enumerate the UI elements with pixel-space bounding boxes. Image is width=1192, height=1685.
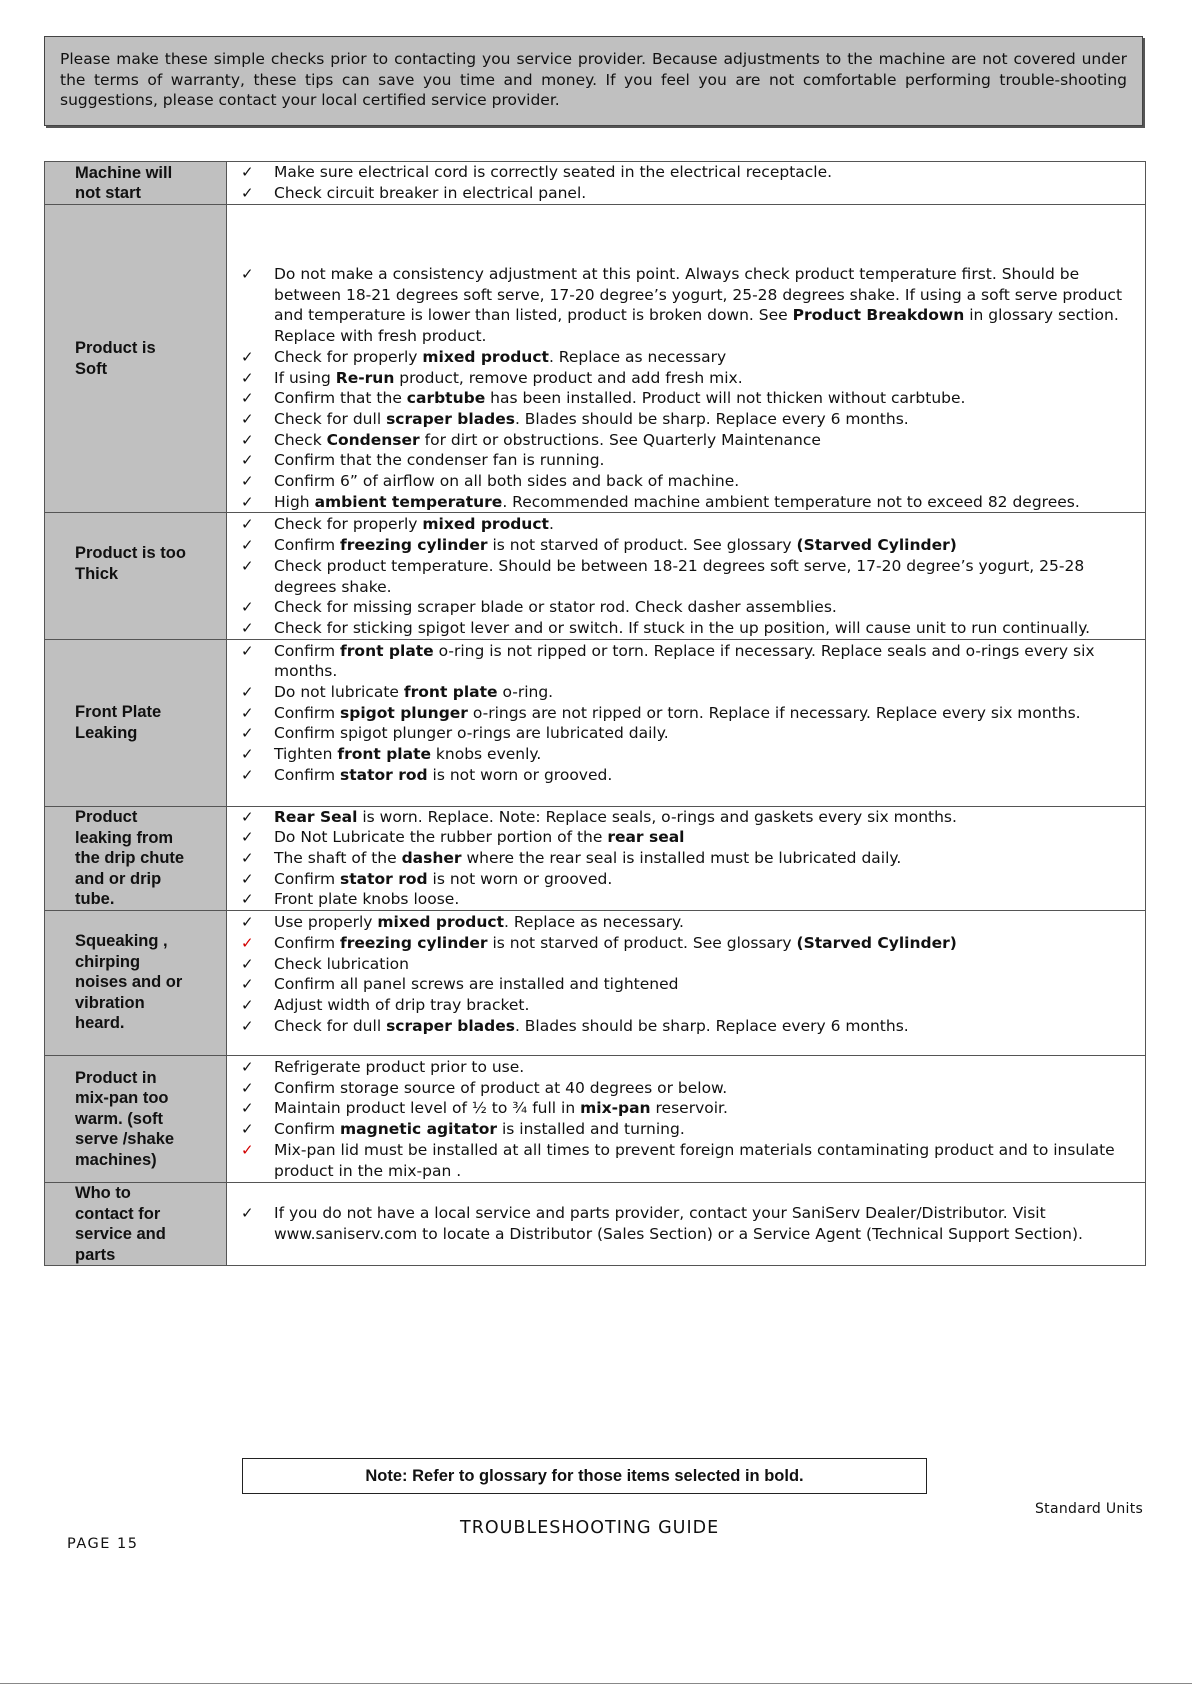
glossary-term: front plate [337, 745, 431, 764]
checklist-item [235, 869, 1137, 890]
notice-box [44, 36, 1143, 126]
glossary-term: stator rod [340, 765, 428, 784]
checkmark-icon: ✓ [241, 765, 254, 784]
problem-label-line: Who to [75, 1184, 131, 1203]
item-text: . Replace as necessary. [504, 913, 684, 932]
problem-label-line: Leaking [75, 723, 138, 742]
checklist [235, 162, 1137, 203]
glossary-term: stator rod [340, 869, 428, 888]
glossary-term: spigot plunger [340, 703, 468, 722]
checkmark-icon: ✓ [241, 451, 254, 470]
checkmark-icon: ✓ [241, 828, 254, 847]
item-text: Confirm [274, 933, 341, 952]
item-text: Check lubrication [274, 954, 409, 973]
item-text: Confirm [274, 703, 341, 722]
glossary-term: Condenser [326, 430, 420, 449]
problem-cell [45, 513, 227, 639]
problem-label-line: contact for [75, 1204, 161, 1223]
troubleshooting-table [44, 161, 1146, 1266]
checklist-item [235, 1016, 1137, 1037]
checkmark-icon: ✓ [241, 492, 254, 511]
checkmark-icon: ✓ [241, 913, 254, 932]
checkmark-icon: ✓ [241, 409, 254, 428]
solution-cell [227, 806, 1146, 911]
checklist-item [235, 450, 1137, 471]
checklist-item [235, 744, 1137, 765]
glossary-term: freezing cylinder [340, 536, 488, 555]
item-text: has been installed. Product will not thicken without carbtube. [485, 389, 966, 408]
item-text: Front plate knobs loose. [274, 890, 460, 909]
checkmark-icon: ✓ [241, 975, 254, 994]
item-text: Check for dull [274, 409, 387, 428]
table-row [45, 911, 1146, 1056]
checklist-item [235, 556, 1137, 597]
problem-cell [45, 911, 227, 1056]
problem-cell [45, 1183, 227, 1266]
checkmark-icon: ✓ [241, 683, 254, 702]
problem-label-line: chirping [75, 952, 141, 971]
checklist-item [235, 514, 1137, 535]
page-number: PAGE 15 [67, 1536, 139, 1552]
glossary-term: (Starved Cylinder) [796, 536, 957, 555]
problem-label-line: mix-pan too [75, 1089, 169, 1108]
problem-label-line: tube. [75, 890, 115, 909]
item-text: is worn. Replace. Note: Replace seals, o-rings and gaskets every six months. [357, 807, 957, 826]
problem-label-line: serve /shake [75, 1130, 175, 1149]
checkmark-icon: ✓ [241, 641, 254, 660]
problem-label-line: Product in [75, 1068, 157, 1087]
item-text: Adjust width of drip tray bracket. [274, 995, 530, 1014]
problem-label-line: Soft [75, 359, 108, 378]
glossary-term: carbtube [406, 389, 486, 408]
item-text: Tighten [274, 745, 338, 764]
item-text: knobs evenly. [431, 745, 542, 764]
item-text: . Replace as necessary [548, 347, 727, 366]
checkmark-icon: ✓ [241, 1140, 254, 1159]
checkmark-icon: ✓ [241, 556, 254, 575]
problem-label-line: leaking from [75, 828, 174, 847]
problem-label-line: Squeaking , [75, 932, 168, 951]
glossary-note [242, 1458, 927, 1494]
checkmark-icon: ✓ [241, 933, 254, 952]
problem-label-line: Product is too [75, 544, 186, 563]
checkmark-icon: ✓ [241, 1058, 254, 1077]
checklist-item [235, 368, 1137, 389]
checklist-item [235, 597, 1137, 618]
item-text: for dirt or obstructions. See Quarterly Maintenance [419, 430, 821, 449]
solution-cell [227, 205, 1146, 513]
checkmark-icon: ✓ [241, 849, 254, 868]
problem-label-line: warm. (soft [75, 1109, 164, 1128]
checklist-item [235, 388, 1137, 409]
checklist-item [235, 682, 1137, 703]
item-text: Confirm that the [274, 389, 407, 408]
solution-cell [227, 639, 1146, 806]
checkmark-icon: ✓ [241, 724, 254, 743]
checkmark-icon: ✓ [241, 807, 254, 826]
glossary-term: mixed product [422, 347, 549, 366]
problem-label-line: Front Plate [75, 703, 162, 722]
checkmark-icon: ✓ [241, 265, 254, 283]
problem-label-line: Thick [75, 564, 119, 583]
checkmark-icon: ✓ [241, 618, 254, 637]
checklist-item [235, 471, 1137, 492]
glossary-term: magnetic agitator [340, 1120, 498, 1139]
item-text: is not worn or grooved. [427, 869, 613, 888]
checklist-item [235, 347, 1137, 368]
checkmark-icon: ✓ [241, 890, 254, 909]
problem-cell [45, 806, 227, 911]
item-text: o-ring. [497, 683, 554, 702]
checklist-item [235, 535, 1137, 556]
checkmark-icon: ✓ [241, 1016, 254, 1035]
item-text: Confirm [274, 536, 341, 555]
checklist-item [235, 1057, 1137, 1078]
checklist-item [235, 703, 1137, 724]
item-text: Do not lubricate [274, 683, 404, 702]
glossary-note-text: Note: Refer to glossary for those items selected in bold. [365, 1467, 804, 1485]
glossary-term: scraper blades [386, 409, 515, 428]
item-text: Mix-pan lid must be installed at all times to prevent foreign materials contaminating product and to insulate product in the mix-pan . [274, 1140, 1115, 1180]
checklist-item [235, 848, 1137, 869]
problem-label-line: service and [75, 1225, 166, 1244]
glossary-term: Re-run [335, 368, 395, 387]
checkmark-icon: ✓ [241, 745, 254, 764]
solution-cell [227, 162, 1146, 205]
table-row [45, 1056, 1146, 1183]
solution-cell [227, 911, 1146, 1056]
item-text: . Blades should be sharp. Replace every 6 months. [514, 409, 909, 428]
solution-cell [227, 1183, 1146, 1266]
checklist-item [235, 618, 1137, 639]
checkmark-icon: ✓ [241, 598, 254, 617]
checklist-item [235, 1119, 1137, 1140]
checklist-item [235, 264, 1137, 347]
checklist-item [235, 1078, 1137, 1099]
checkmark-icon: ✓ [241, 995, 254, 1014]
item-text: Confirm [274, 641, 341, 660]
item-text: Confirm [274, 1120, 341, 1139]
glossary-term: front plate [340, 641, 434, 660]
item-text: High [274, 492, 315, 511]
checkmark-icon: ✓ [241, 1120, 254, 1139]
problem-cell [45, 639, 227, 806]
item-text: reservoir. [650, 1099, 728, 1118]
problem-cell [45, 1056, 227, 1183]
item-text: is not starved of product. See glossary [487, 536, 797, 555]
item-text: Confirm spigot plunger o-rings are lubricated daily. [274, 724, 669, 743]
table-row [45, 806, 1146, 911]
checklist-item [235, 1098, 1137, 1119]
problem-label-line: parts [75, 1245, 116, 1264]
glossary-term: mixed product [422, 515, 549, 534]
glossary-term: Product Breakdown [792, 306, 965, 325]
checklist-item [235, 492, 1137, 513]
table-row [45, 205, 1146, 513]
problem-label-line: machines) [75, 1150, 157, 1169]
checkmark-icon: ✓ [241, 1078, 254, 1097]
checklist-item [235, 723, 1137, 744]
problem-cell [45, 162, 227, 205]
checkmark-icon: ✓ [241, 184, 254, 202]
glossary-term: (Starved Cylinder) [796, 933, 957, 952]
checkmark-icon: ✓ [241, 430, 254, 449]
problem-label-line: and or drip [75, 869, 162, 888]
guide-title: TROUBLESHOOTING GUIDE [460, 1518, 720, 1538]
checklist [235, 264, 1137, 512]
checklist-item [235, 1140, 1137, 1181]
checklist-item [235, 409, 1137, 430]
checklist-item [235, 974, 1137, 995]
item-text: o-ring is not ripped or torn. Replace if necessary. Replace seals and o-rings every six months. [274, 641, 1095, 681]
checklist [235, 1057, 1137, 1181]
item-text: Confirm [274, 765, 341, 784]
item-text: Check for dull [274, 1016, 387, 1035]
item-text: Check product temperature. Should be between 18-21 degrees soft serve, 17-20 degree’s yogurt, 25-28 degrees shake. [274, 556, 1085, 596]
checkmark-icon: ✓ [241, 703, 254, 722]
problem-label-line: vibration [75, 993, 145, 1012]
problem-label-line: heard. [75, 1014, 125, 1033]
item-text: is not starved of product. See glossary [487, 933, 797, 952]
glossary-term: scraper blades [386, 1016, 515, 1035]
glossary-term: rear seal [607, 828, 685, 847]
item-text: Check for sticking spigot lever and or switch. If stuck in the up position, will cause unit to run continually. [274, 618, 1091, 637]
item-text: Check [274, 430, 327, 449]
problem-label-line: Product is [75, 339, 156, 358]
table-row [45, 639, 1146, 806]
item-text: Maintain product level of ½ to ¾ full in [274, 1099, 581, 1118]
checkmark-icon: ✓ [241, 368, 254, 387]
checklist-item [235, 765, 1137, 786]
item-text: Check for missing scraper blade or stator rod. Check dasher assemblies. [274, 598, 837, 617]
item-text: Confirm 6” of airflow on all both sides and back of machine. [274, 472, 740, 491]
item-text: Make sure electrical cord is correctly seated in the electrical receptacle. [274, 163, 833, 182]
solution-cell [227, 513, 1146, 639]
checklist-item [235, 827, 1137, 848]
item-text: Do not make a consistency adjustment at this point. Always check product temperature first. Should be between 18-21 degrees soft serve, 17-20 degree’s yogurt, 25-28 degrees shake. If using a soft serve product and temperature is lower than listed, product is broken down. See [274, 265, 1123, 325]
item-text: If you do not have a local service and parts provider, contact your SaniServ Dealer/Distributor. Visit www.saniserv.com to locate a Distributor (Sales Section) or a Service Agent (Technical Support Section). [274, 1204, 1083, 1244]
glossary-term: Rear Seal [274, 807, 358, 826]
table-row [45, 513, 1146, 639]
glossary-term: mixed product [377, 913, 504, 932]
notice-text: Please make these simple checks prior to contacting you service provider. Because adjustments to the machine are not covered under the terms of warranty, these tips can save you time and money. If you feel you are not comfortable performing trouble-shooting suggestions, please contact your local certified service provider. [60, 50, 1127, 109]
checkmark-icon: ✓ [241, 163, 254, 182]
checklist [235, 514, 1137, 638]
checkmark-icon: ✓ [241, 389, 254, 408]
checkmark-icon: ✓ [241, 954, 254, 973]
checklist-item [235, 912, 1137, 933]
item-text: Check circuit breaker in electrical panel. [274, 184, 587, 202]
checklist-item [235, 162, 1137, 183]
item-text: is not worn or grooved. [427, 765, 613, 784]
item-text: Check for properly [274, 515, 423, 534]
item-text: If using [274, 368, 336, 387]
item-text: . Blades should be sharp. Replace every 6 months. [514, 1016, 909, 1035]
item-text: o-rings are not ripped or torn. Replace if necessary. Replace every six months. [467, 703, 1081, 722]
units-label: Standard Units [1035, 1501, 1144, 1517]
glossary-term: dasher [401, 849, 462, 868]
checkmark-icon: ✓ [241, 472, 254, 491]
item-text: Confirm storage source of product at 40 degrees or below. [274, 1078, 728, 1097]
checklist-item [235, 954, 1137, 975]
item-text: product, remove product and add fresh mix. [394, 368, 743, 387]
item-text: . [548, 515, 554, 534]
item-text: . Recommended machine ambient temperature not to exceed 82 degrees. [502, 492, 1080, 511]
glossary-term: freezing cylinder [340, 933, 488, 952]
checklist-item [235, 933, 1137, 954]
problem-label-line: Machine will [75, 163, 173, 182]
checkmark-icon: ✓ [241, 536, 254, 555]
problem-label-line: noises and or [75, 973, 183, 992]
problem-label-line: the drip chute [75, 849, 185, 868]
item-text: Check for properly [274, 347, 423, 366]
solution-cell [227, 1056, 1146, 1183]
checklist-item [235, 641, 1137, 682]
checklist-item [235, 995, 1137, 1016]
item-text: Use properly [274, 913, 378, 932]
item-text: Confirm all panel screws are installed and tightened [274, 975, 679, 994]
problem-label-line: not start [75, 184, 141, 202]
item-text: Confirm [274, 869, 341, 888]
checklist [235, 807, 1137, 911]
checklist [235, 912, 1137, 1036]
checkmark-icon: ✓ [241, 869, 254, 888]
checkmark-icon: ✓ [241, 1204, 254, 1223]
item-text: Refrigerate product prior to use. [274, 1058, 525, 1077]
page-bottom-rule [0, 1683, 1192, 1684]
checklist [235, 1203, 1137, 1244]
item-text: The shaft of the [274, 849, 402, 868]
item-text: is installed and turning. [497, 1120, 685, 1139]
checklist-item [235, 889, 1137, 910]
checklist-item [235, 807, 1137, 828]
checkmark-icon: ✓ [241, 515, 254, 534]
table-row [45, 162, 1146, 205]
checklist-item [235, 430, 1137, 451]
checklist-item [235, 1203, 1137, 1244]
checklist-item [235, 183, 1137, 204]
table-row [45, 1183, 1146, 1266]
glossary-term: front plate [403, 683, 498, 702]
problem-cell [45, 205, 227, 513]
problem-label-line: Product [75, 808, 138, 827]
item-text: Confirm that the condenser fan is running. [274, 451, 605, 470]
item-text: where the rear seal is installed must be lubricated daily. [461, 849, 902, 868]
glossary-term: ambient temperature [314, 492, 503, 511]
checklist [235, 641, 1137, 786]
checkmark-icon: ✓ [241, 347, 254, 366]
checkmark-icon: ✓ [241, 1099, 254, 1118]
item-text: Do Not Lubricate the rubber portion of the [274, 828, 608, 847]
glossary-term: mix-pan [580, 1099, 651, 1118]
item-text: in glossary section. Replace with fresh product. [274, 306, 1119, 346]
